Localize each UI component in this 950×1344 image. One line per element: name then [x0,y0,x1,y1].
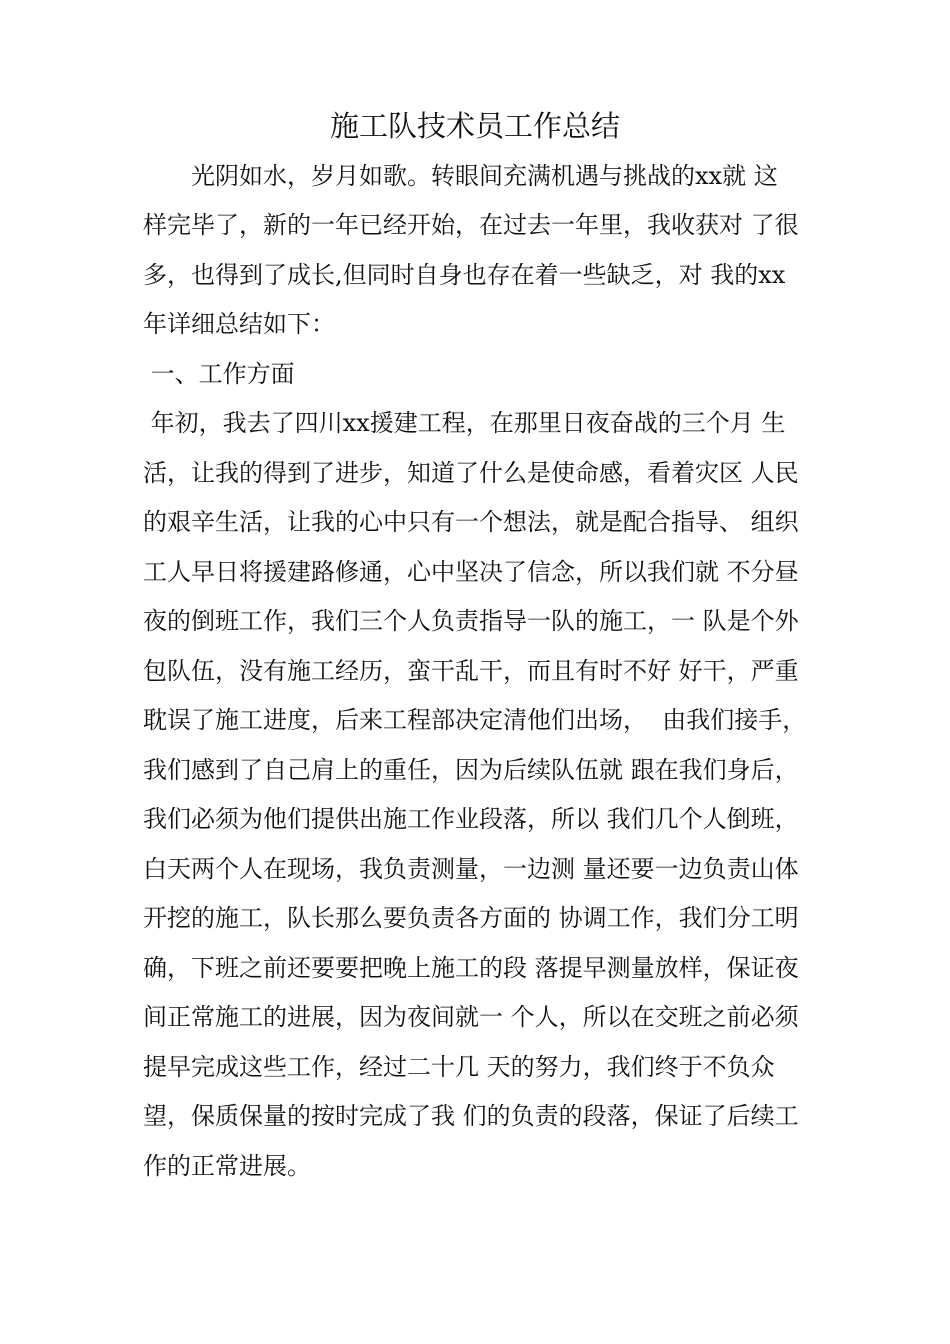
paragraph-line: 年初，我去了四川xx援建工程，在那里日夜奋战的三个月 生 [143,409,786,437]
document-title: 施工队技术员工作总结 [329,109,620,143]
paragraph-line: 白天两个人在现场，我负责测量，一边测 量还要一边负责山体 [143,855,799,883]
paragraph-line: 耽误了施工进度，后来工程部决定清他们出场， 由我们接手， [143,706,807,734]
paragraph-line: 的艰辛生活，让我的心中只有一个想法，就是配合指导、 组织 [143,508,799,536]
paragraph-line: 我们必须为他们提供出施工作业段落，所以 我们几个人倒班， [143,805,799,833]
paragraph-line: 夜的倒班工作，我们三个人负责指导一队的施工，一 队是个外 [143,607,799,635]
paragraph-line: 我们感到了自己肩上的重任，因为后续队伍就 跟在我们身后， [143,756,799,784]
paragraph-line: 开挖的施工，队长那么要负责各方面的 协调工作，我们分工明 [143,904,799,932]
paragraph-line: 间正常施工的进展，因为夜间就一 个人，所以在交班之前必须 [143,1003,799,1031]
paragraph-line: 多，也得到了成长,但同时自身也存在着一些缺乏，对 我的xx [143,261,786,289]
paragraph-line: 工人早日将援建路修通，心中坚决了信念，所以我们就 不分昼 [143,558,799,586]
section-heading: 一、工作方面 [143,360,295,388]
paragraph-line: 活，让我的得到了进步，知道了什么是使命感，看着灾区 人民 [143,459,799,487]
paragraph-line: 确，下班之前还要要把晚上施工的段 落提早测量放样，保证夜 [143,954,799,982]
paragraph-line: 望，保质保量的按时完成了我 们的负责的段落，保证了后续工 [143,1102,799,1130]
paragraph-line: 光阴如水，岁月如歌。转眼间充满机遇与挑战的xx就 这 [143,162,778,190]
paragraph-line: 样完毕了，新的一年已经开始，在过去一年里，我收获对 了很 [143,211,799,239]
paragraph-line: 作的正常进展。 [143,1152,311,1180]
paragraph-line: 包队伍，没有施工经历，蛮干乱干，而且有时不好 好干，严重 [143,657,799,685]
paragraph-line: 年详细总结如下： [143,310,335,338]
paragraph-line: 提早完成这些工作，经过二十几 天的努力，我们终于不负众 [143,1053,775,1081]
